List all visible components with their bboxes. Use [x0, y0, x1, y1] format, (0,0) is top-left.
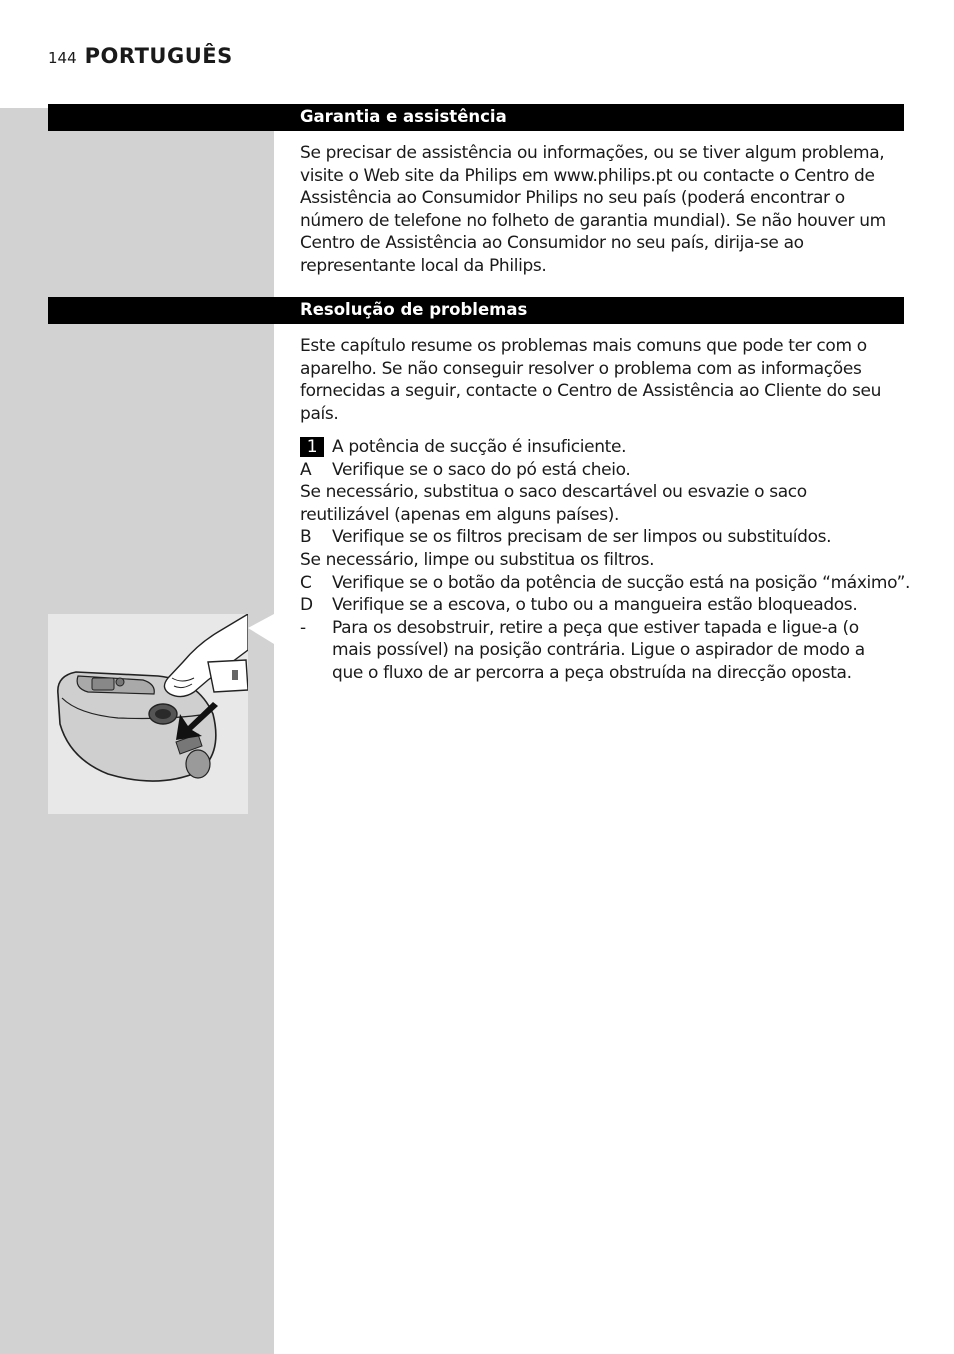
page-number: 144: [48, 49, 77, 67]
step-number-badge: 1: [300, 437, 324, 457]
page-pointer-icon: [248, 614, 274, 644]
list-note-text: Se necessário, limpe ou substitua os filtros.: [300, 549, 655, 570]
list-marker: D: [300, 595, 313, 616]
warranty-text: Se precisar de assistência ou informações, ou se tiver algum problema, visite o Web site da Philips em www.philips.pt ou contacte o Centro de Assistência ao Consumidor Philips no seu país (poderá encontrar o número de telefone no folheto de garantia mundial). Se não houver um Centro de Assistência ao Consumidor no seu país, dirija-se ao representante local da Philips.: [300, 143, 886, 276]
list-note: [300, 549, 900, 572]
warranty-paragraph: [300, 142, 900, 278]
troubleshooting-intro: [300, 335, 900, 425]
page-language-title: PORTUGUÊS: [84, 44, 233, 68]
section-header-warranty: [48, 104, 904, 131]
list-item-text: Verifique se o saco do pó está cheio.: [332, 459, 631, 480]
list-note-text: Se necessário, substitua o saco descartável ou esvazie o saco reutilizável (apenas em alguns países).: [300, 482, 807, 525]
troubleshooting-steps: [300, 436, 911, 685]
section-header-troubleshooting: [48, 297, 904, 324]
list-item: [300, 572, 911, 595]
vacuum-cleaner-icon: [48, 614, 248, 814]
list-item-text: Verifique se os filtros precisam de ser limpos ou substituídos.: [332, 527, 832, 548]
list-item: [300, 526, 900, 549]
page-header: [48, 44, 233, 78]
list-item: [300, 594, 900, 617]
list-marker: C: [300, 572, 312, 593]
step-heading: [300, 436, 900, 459]
list-marker: -: [300, 617, 306, 638]
section-title: Resolução de problemas: [300, 300, 528, 319]
step-title: A potência de sucção é insuficiente.: [332, 437, 627, 457]
section-title: Garantia e assistência: [300, 107, 507, 126]
list-item-text: Para os desobstruir, retire a peça que estiver tapada e ligue-a (o mais possível) na posição contrária. Ligue o aspirador de modo a que o fluxo de ar percorra a peça obstruída na direcção oposta.: [332, 617, 865, 683]
list-item-text: Verifique se a escova, o tubo ou a mangueira estão bloqueados.: [332, 595, 858, 616]
list-item: [300, 617, 900, 685]
troubleshooting-intro-text: Este capítulo resume os problemas mais comuns que pode ter com o aparelho. Se não conseguir resolver o problema com as informações fornecidas a seguir, contacte o Centro de Assistência ao Cliente do seu país.: [300, 336, 882, 424]
list-marker: A: [300, 459, 312, 480]
list-item: [300, 459, 900, 482]
list-marker: B: [300, 527, 312, 548]
vacuum-cleaner-illustration: [48, 614, 248, 814]
list-note: [300, 481, 900, 526]
list-item-text: Verifique se o botão da potência de sucção está na posição “máximo”.: [332, 572, 911, 593]
